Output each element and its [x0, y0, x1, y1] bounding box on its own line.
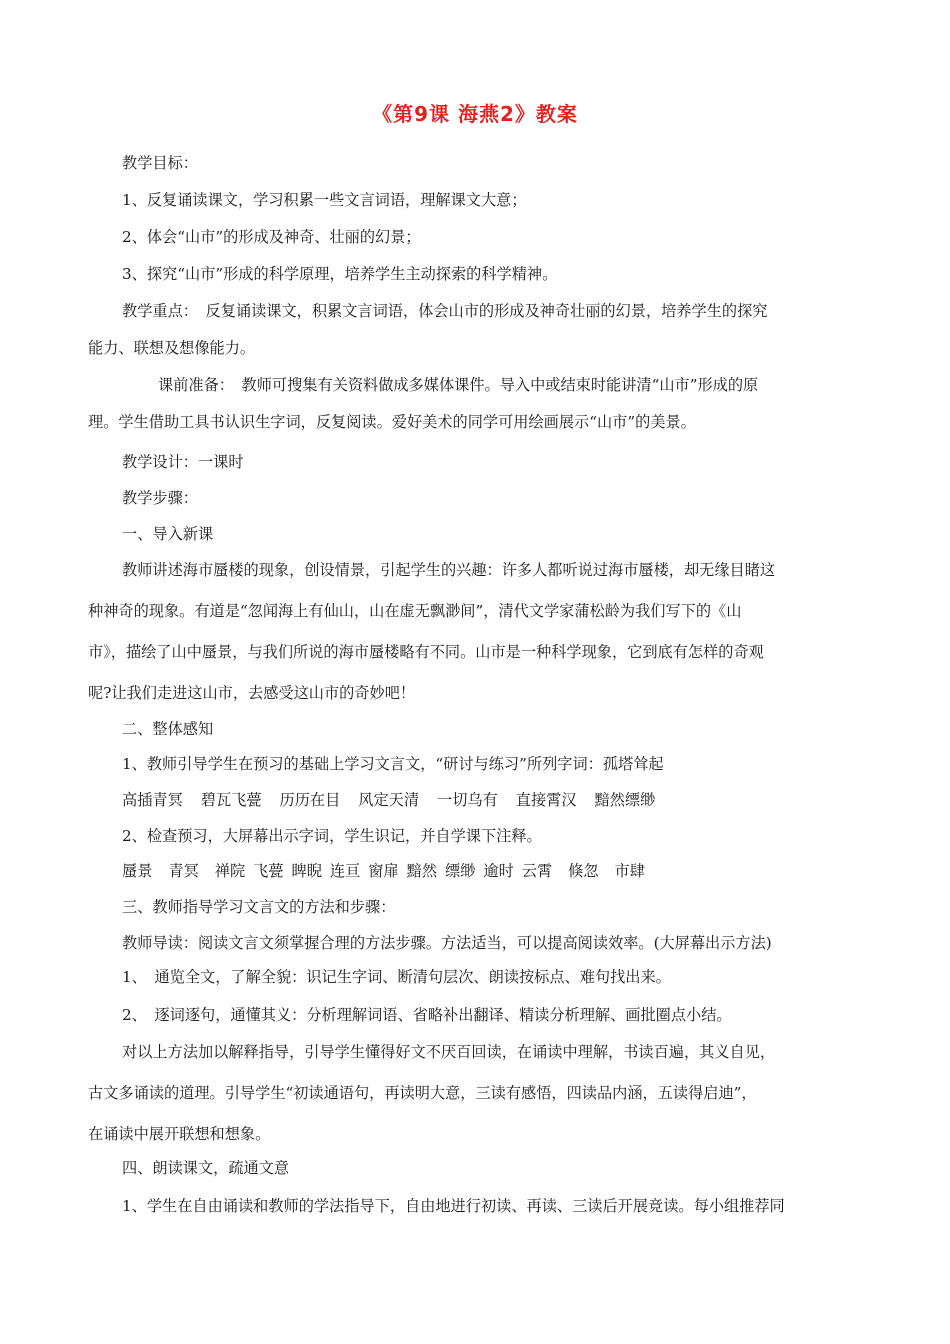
paragraph: 课前准备： 教师可搜集有关资料做成多媒体课件。导入中或结束时能讲清“山市”形成的原: [158, 376, 759, 394]
paragraph: 2、体会“山市”的形成及神奇、壮丽的幻景；: [122, 228, 421, 246]
paragraph: 2、 逐词逐句，通懂其义：分析理解词语、省略补出翻译、精读分析理解、画批圈点小结。: [122, 1006, 732, 1024]
vocab-word: 禅院: [214, 862, 246, 880]
paragraph: 市》，描绘了山中蜃景，与我们所说的海市蜃楼略有不同。山市是一种科学现象，它到底有怎样的奇观: [88, 643, 764, 661]
paragraph: 呢?让我们走进这山市，去感受这山市的奇妙吧！: [88, 684, 416, 702]
section-heading: 四、朗读课文，疏通文意: [122, 1159, 290, 1177]
paragraph: 2、检查预习，大屏幕出示字词，学生识记，并自学课下注释。: [122, 827, 542, 845]
vocab-word: 缥缈: [445, 862, 476, 880]
vocab-word: 黯然缥缈: [594, 791, 656, 809]
paragraph: 对以上方法加以解释指导，引导学生懂得好文不厌百回读，在诵读中理解，书读百遍，其义自见，: [122, 1043, 776, 1061]
paragraph: 1、反复诵读课文，学习积累一些文言词语，理解课文大意；: [122, 191, 527, 209]
section-heading: 二、整体感知: [122, 720, 214, 738]
vocab-word: 飞甍: [253, 862, 284, 880]
vocab-word: 碧瓦飞甍: [200, 791, 262, 809]
vocab-word: 倏忽: [568, 862, 599, 880]
paragraph: 能力、联想及想像能力。: [88, 339, 256, 357]
vocab-word: 高插青冥: [122, 791, 183, 809]
vocab-word: 蜃景: [122, 862, 153, 880]
paragraph: 教学目标：: [122, 154, 198, 172]
section-heading: 三、教师指导学习文言文的方法和步骤：: [122, 898, 396, 916]
paragraph: 理。学生借助工具书认识生字词，反复阅读。爱好美术的同学可用绘画展示“山市”的美景。: [88, 413, 696, 431]
paragraph: 种神奇的现象。有道是“忽闻海上有仙山，山在虚无飘渺间”，清代文学家蒲松龄为我们写下的《山: [88, 602, 742, 620]
vocab-word: 云霄: [521, 862, 553, 880]
vocab-word: 市肆: [614, 862, 645, 880]
paragraph: 1、学生在自由诵读和教师的学法指导下，自由地进行初读、再读、三读后开展竞读。每小组推荐同: [122, 1197, 785, 1215]
paragraph: 教师讲述海市蜃楼的现象，创设情景，引起学生的兴趣：许多人都听说过海市蜃楼，却无缘目睹这: [122, 561, 776, 579]
paragraph: 1、 通览全文，了解全貌：识记生字词、断清句层次、朗读按标点、难句找出来。: [122, 968, 671, 986]
paragraph: 教学设计：一课时: [122, 453, 244, 471]
paragraph: 3、探究“山市”形成的科学原理，培养学生主动探索的科学精神。: [122, 265, 558, 283]
vocab-word: 逾时: [483, 862, 514, 880]
vocab-word: 一切乌有: [437, 791, 498, 809]
vocab-word: 历历在目: [279, 791, 341, 809]
vocab-row: [122, 861, 645, 881]
paragraph: 教学步骤：: [122, 489, 198, 507]
vocab-word: 风定天清: [358, 791, 419, 809]
section-heading: 一、导入新课: [122, 525, 214, 543]
vocab-word: 直接霄汉: [515, 791, 577, 809]
vocab-word: 窗扉: [368, 862, 399, 880]
vocab-word: 黯然: [406, 862, 437, 880]
vocab-word: 睥睨: [291, 862, 322, 880]
document-title: 《第9课 海燕2》教案: [372, 102, 578, 126]
paragraph: 1、教师引导学生在预习的基础上学习文言文，“研讨与练习”所列字词：孤塔耸起: [122, 755, 664, 773]
paragraph: 教师导读：阅读文言文须掌握合理的方法步骤。方法适当，可以提高阅读效率。(大屏幕出示方法): [122, 934, 772, 952]
paragraph: 古文多诵读的道理。引导学生“初读通语句，再读明大意，三读有感悟，四读品内涵，五读得启迪”，: [88, 1084, 757, 1102]
vocab-row: [122, 790, 673, 810]
vocab-word: 青冥: [168, 862, 199, 880]
vocab-word: 连亘: [329, 862, 361, 880]
paragraph: 教学重点： 反复诵读课文，积累文言词语，体会山市的形成及神奇壮丽的幻景，培养学生的探究: [122, 302, 768, 320]
paragraph: 在诵读中展开联想和想象。: [88, 1125, 271, 1143]
